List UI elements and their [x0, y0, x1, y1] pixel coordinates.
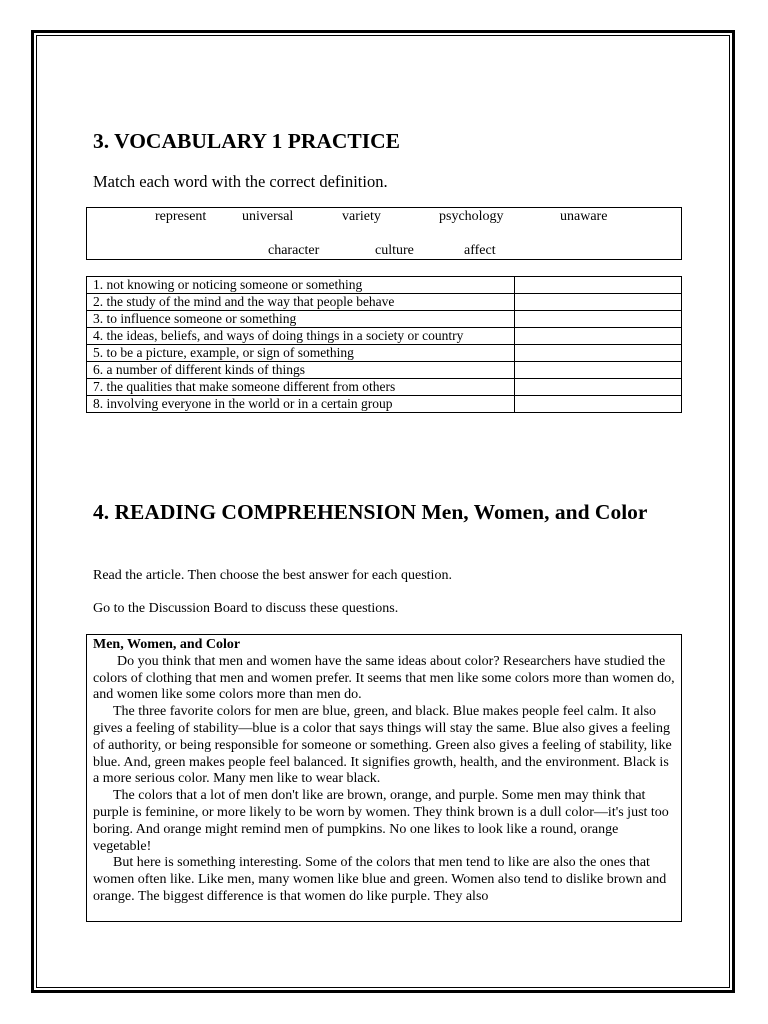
- word-bank-item: unaware: [560, 209, 608, 224]
- word-bank-item: variety: [342, 209, 381, 224]
- vocabulary-section-title: 3. VOCABULARY 1 PRACTICE: [93, 129, 401, 153]
- table-row: [87, 328, 682, 345]
- table-row: [87, 294, 682, 311]
- vocabulary-instruction: Match each word with the correct definition.: [93, 172, 388, 191]
- table-row: [87, 345, 682, 362]
- word-bank-item: affect: [464, 243, 496, 258]
- article-title: Men, Women, and Color: [93, 637, 241, 652]
- word-bank-item: culture: [375, 243, 414, 258]
- answer-cell[interactable]: [515, 328, 682, 345]
- answer-cell[interactable]: [515, 396, 682, 413]
- table-row: [87, 379, 682, 396]
- article-paragraph: The colors that a lot of men don't like are brown, orange, and purple. Some men may think that purple is feminine, or more likely to be worn by women. They think brown is a dull color—it's just too boring. And orange might remind men of pumpkins. No one likes to look like a round, orange vegetable!: [93, 788, 669, 854]
- answer-cell[interactable]: [515, 311, 682, 328]
- article-paragraph: Do you think that men and women have the same ideas about color? Researchers have studied the colors of clothing that men and women prefer. It seems that men like some colors more than women do, and women like some colors more than men do.: [93, 653, 675, 703]
- word-bank: [86, 207, 682, 260]
- answer-cell[interactable]: [515, 379, 682, 396]
- word-bank-item: represent: [155, 209, 207, 224]
- definition-cell: 7. the qualities that make someone different from others: [87, 379, 515, 396]
- word-bank-item: character: [268, 243, 320, 258]
- definition-cell: 1. not knowing or noticing someone or something: [87, 277, 515, 294]
- reading-instruction: Read the article. Then choose the best answer for each question.: [93, 568, 452, 583]
- word-bank-item: psychology: [439, 209, 504, 224]
- definition-cell: 2. the study of the mind and the way that people behave: [87, 294, 515, 311]
- table-row: [87, 311, 682, 328]
- article-paragraph: The three favorite colors for men are blue, green, and black. Blue makes people feel calm. It also gives a feeling of stability—blue is a color that says things will stay the same. Blue also gives a feeling of authority, or being responsible for someone or something. Green also gives a feeling of stability, like blue. And, green makes people feel balanced. It signifies growth, health, and the environment. Black is a more serious color. Many men like to wear black.: [93, 704, 672, 787]
- definitions-table: [86, 276, 682, 413]
- definition-cell: 8. involving everyone in the world or in a certain group: [87, 396, 515, 413]
- answer-cell[interactable]: [515, 277, 682, 294]
- definition-cell: 6. a number of different kinds of things: [87, 362, 515, 379]
- discussion-instruction: Go to the Discussion Board to discuss these questions.: [93, 601, 399, 616]
- article-paragraph: But here is something interesting. Some of the colors that men tend to like are also the ones that women often like. Like men, many women like blue and green. Women also tend to dislike brown and orange. The biggest difference is that women do like purple. They also: [93, 855, 667, 904]
- answer-cell[interactable]: [515, 345, 682, 362]
- article-box: [86, 634, 682, 922]
- answer-cell[interactable]: [515, 294, 682, 311]
- table-row: [87, 396, 682, 413]
- table-row: [87, 362, 682, 379]
- definition-cell: 3. to influence someone or something: [87, 311, 515, 328]
- definition-cell: 5. to be a picture, example, or sign of something: [87, 345, 515, 362]
- table-row: [87, 277, 682, 294]
- answer-cell[interactable]: [515, 362, 682, 379]
- definition-cell: 4. the ideas, beliefs, and ways of doing things in a society or country: [87, 328, 515, 345]
- reading-section-title: 4. READING COMPREHENSION Men, Women, and Color: [93, 500, 648, 524]
- word-bank-item: universal: [242, 209, 294, 224]
